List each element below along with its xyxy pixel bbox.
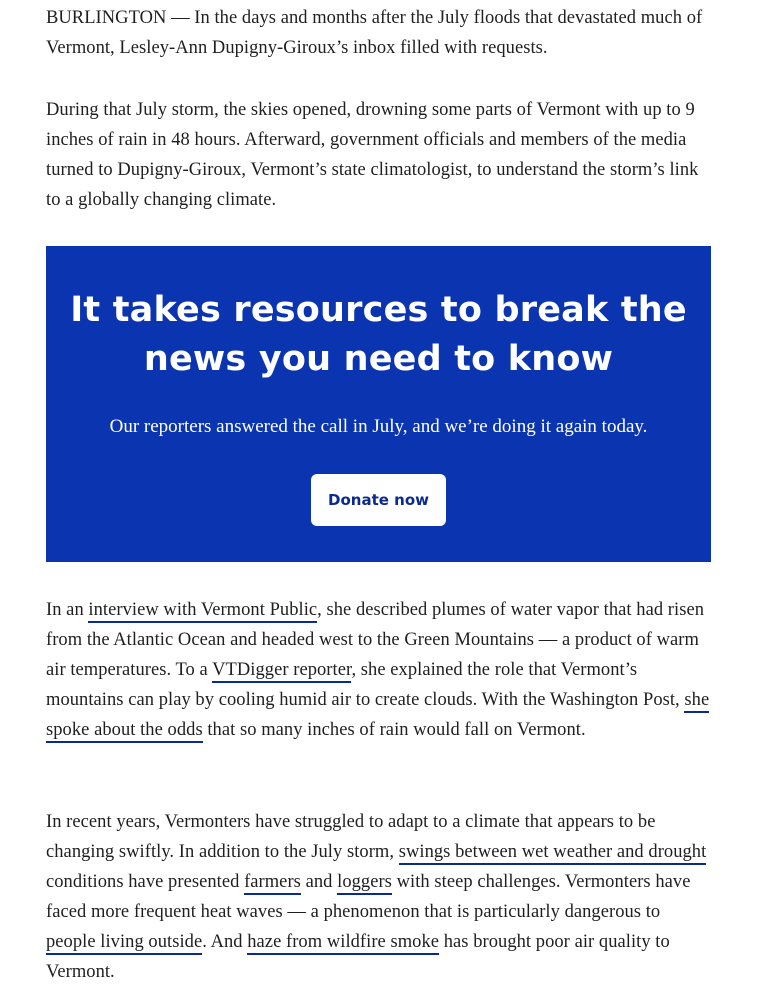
link-farmers[interactable]: farmers [244,872,301,895]
link-wildfire-smoke[interactable]: haze from wildfire smoke [247,932,439,955]
text-segment: that so many inches of rain would fall on Vermont. [202,720,586,740]
text-segment: In recent years, Vermonters have struggled to adapt to a climate that appears to be changing swiftly. In addition to the July storm, [46,812,656,862]
link-people-living-outside[interactable]: people living outside [46,932,202,955]
text-segment: has brought poor air quality to Vermont. [46,932,670,982]
text-segment: conditions have presented [46,872,245,892]
paragraph-storm: During that July storm, the skies opened, drowning some parts of Vermont with up to 9 inches of rain in 48 hours. Afterward, government officials and members of the media turned to Dupigny-Giroux, Vermont’s state climatologist, to understand the storm’s link to a globally changing climate. [46,100,699,210]
text-segment: In an [46,600,89,620]
text-segment: . And [202,932,248,952]
link-wet-weather-drought[interactable]: swings between wet weather and drought [399,842,707,865]
link-loggers[interactable]: loggers [337,872,392,895]
text-segment: and [300,872,338,892]
donate-heading: It takes resources to break the news you need to know [70,290,687,379]
text-segment: , she described plumes of water vapor that had risen from the Atlantic Ocean and headed west to the Green Mountains — a product of warm air temperatures. To a [46,600,705,680]
donate-banner [46,246,711,562]
link-interview-vermont-public[interactable]: interview with Vermont Public [88,600,317,623]
paragraph-recent-years [46,807,711,987]
text-segment: , she explained the role that Vermont’s mountains can play by cooling humid air to create clouds. With the Washington Post, [46,660,685,710]
donate-now-button[interactable]: Donate now [311,474,446,526]
paragraph-dateline: BURLINGTON — In the days and months after the July floods that devastated much of Vermont, Lesley-Ann Dupigny-Giroux’s inbox filled with requests. [46,8,703,58]
paragraph-interviews [46,595,711,745]
link-spoke-about-odds[interactable]: she spoke about the odds [46,690,709,743]
donate-subtext: Our reporters answered the call in July, and we’re doing it again today. [109,416,648,437]
text-segment: with steep challenges. Vermonters have faced more frequent heat waves — a phenomenon that is particularly dangerous to [46,872,691,922]
link-vtdigger-reporter[interactable]: VTDigger reporter [212,660,351,683]
